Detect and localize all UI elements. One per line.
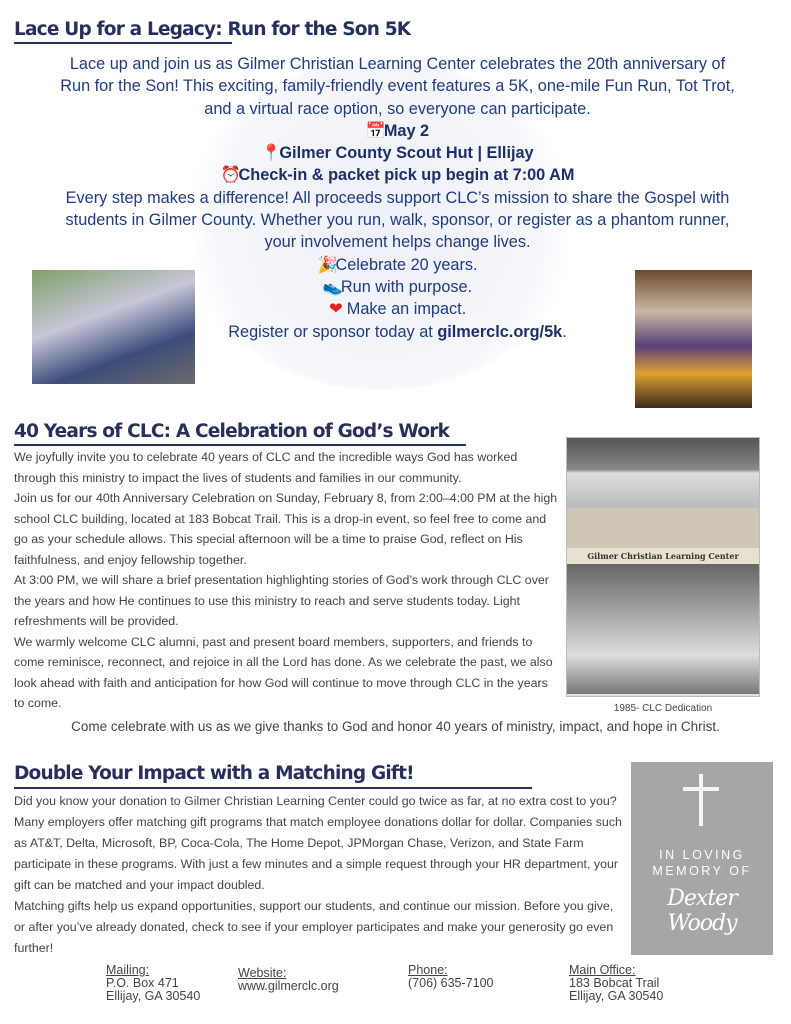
line: Ellijay, GA 30540: [106, 989, 201, 1003]
run-intro: Lace up and join us as Gilmer Christian Learning Center celebrates the 20th anniversary of Run for the Son! This exciting, family-friendly event features a 5K, one-mile Fun Run, Tot Trot, and a virtual race option, so everyone can participate.: [60, 55, 735, 118]
paragraph: We joyfully invite you to celebrate 40 years of CLC and the incredible ways God has worked through this ministry to impact the lives of students and families in our community.: [14, 450, 518, 485]
label: Mailing:: [106, 963, 150, 977]
bullet-celebrate: Celebrate 20 years.: [335, 255, 478, 274]
cross-icon: [631, 774, 773, 836]
footer-office: [569, 964, 663, 1003]
memorial-name: Dexter Woody: [667, 886, 737, 936]
label: Website:: [238, 966, 287, 980]
paragraph: Join us for our 40th Anniversary Celebration on Sunday, February 8, from 2:00–4:00 PM at the high school CLC building, located at 183 Bobcat Trail. This is a drop-in event, so feel free to come and go as your schedule allows. This special afternoon will be a time to praise God, reflect on His faithfulness, and enjoy fellowship together.: [14, 491, 558, 567]
pin-icon: 📍: [261, 144, 282, 163]
bullet-run: Run with purpose.: [340, 277, 473, 296]
matching-body: [14, 791, 626, 959]
memorial-line2: MEMORY OF: [652, 864, 752, 878]
runners-photo: [32, 270, 195, 384]
website-link[interactable]: www.gilmerclc.org: [238, 979, 339, 993]
memorial-box: [631, 762, 773, 955]
paragraph: We warmly welcome CLC alumni, past and present board members, supporters, and friends to come reminisce, reconnect, and rejoice in all the Lord has done. As we celebrate the past, we also look ahead with faith and anticipation for how God will continue to move through CLC in the years to come.: [14, 634, 553, 710]
heart-icon: ❤: [328, 300, 343, 319]
calendar-icon: 📅: [365, 121, 387, 140]
memorial-line1: IN LOVING: [659, 848, 745, 862]
run-checkin: Check-in & packet pick up begin at 7:00 AM: [238, 166, 575, 185]
matching-title: Double Your Impact with a Matching Gift!: [14, 763, 414, 784]
dedication-photo: [566, 437, 760, 697]
register-link[interactable]: gilmerclc.org/5k: [437, 322, 563, 341]
label: Phone:: [408, 963, 448, 977]
anniversary-title: 40 Years of CLC: A Celebration of God’s Work: [14, 421, 450, 442]
run-date: May 2: [383, 121, 430, 140]
footer-phone: [408, 964, 493, 990]
line: Ellijay, GA 30540: [569, 989, 664, 1003]
title-underline: [14, 444, 466, 446]
paragraph: Matching gifts help us expand opportunities, support our students, and continue our mission. Before you give, or after you’ve already donated, check to see if your employer participates and make your generosity go even further!: [14, 899, 614, 955]
line: P.O. Box 471: [106, 976, 179, 990]
line: 183 Bobcat Trail: [569, 976, 660, 990]
run-mission: Every step makes a difference! All proceeds support CLC’s mission to share the Gospel with students in Gilmer County. Whether you run, walk, sponsor, or register as a phantom runner, your involvement helps change lives.: [65, 188, 730, 252]
photo-caption: 1985- CLC Dedication: [613, 703, 713, 714]
register-end: .: [562, 322, 567, 341]
anniversary-closing: Come celebrate with us as we give thanks to God and honor 40 years of ministry, impact, and hope in Christ.: [71, 719, 720, 734]
footer-website: [238, 967, 339, 993]
label: Main Office:: [569, 963, 636, 977]
photo-inner-caption: Gilmer Christian Learning Center: [587, 551, 739, 561]
phone-number[interactable]: (706) 635-7100: [408, 976, 494, 990]
paragraph: At 3:00 PM, we will share a brief presentation highlighting stories of God’s work through CLC over the years and how He continues to use this ministry to reach and serve students today. Light refreshments will be provided.: [14, 573, 549, 628]
shoe-icon: 👟: [322, 277, 344, 296]
bullet-impact: Make an impact.: [346, 300, 467, 319]
register-text: Register or sponsor today at: [228, 322, 438, 341]
trophy-photo: [635, 270, 752, 408]
run-location: Gilmer County Scout Hut | Ellijay: [279, 144, 534, 163]
alarm-clock-icon: ⏰: [220, 166, 241, 185]
run-section-title: Lace Up for a Legacy: Run for the Son 5K: [14, 19, 411, 40]
party-popper-icon: 🎉: [317, 255, 338, 274]
title-underline: [14, 42, 232, 44]
footer-mailing: [106, 964, 200, 1003]
title-underline: [14, 787, 532, 789]
anniversary-body: [14, 447, 559, 714]
paragraph: Did you know your donation to Gilmer Christian Learning Center could go twice as far, at no extra cost to you? Many employers offer matching gift programs that match employee donations dollar for dollar. Companies such as AT&T, Delta, Microsoft, BP, Coca-Cola, The Home Depot, JPMorgan Chase, Verizon, and State Farm participate in these programs. With just a few minutes and a simple request through your HR department, your gift can be matched and your impact doubled.: [14, 794, 622, 892]
